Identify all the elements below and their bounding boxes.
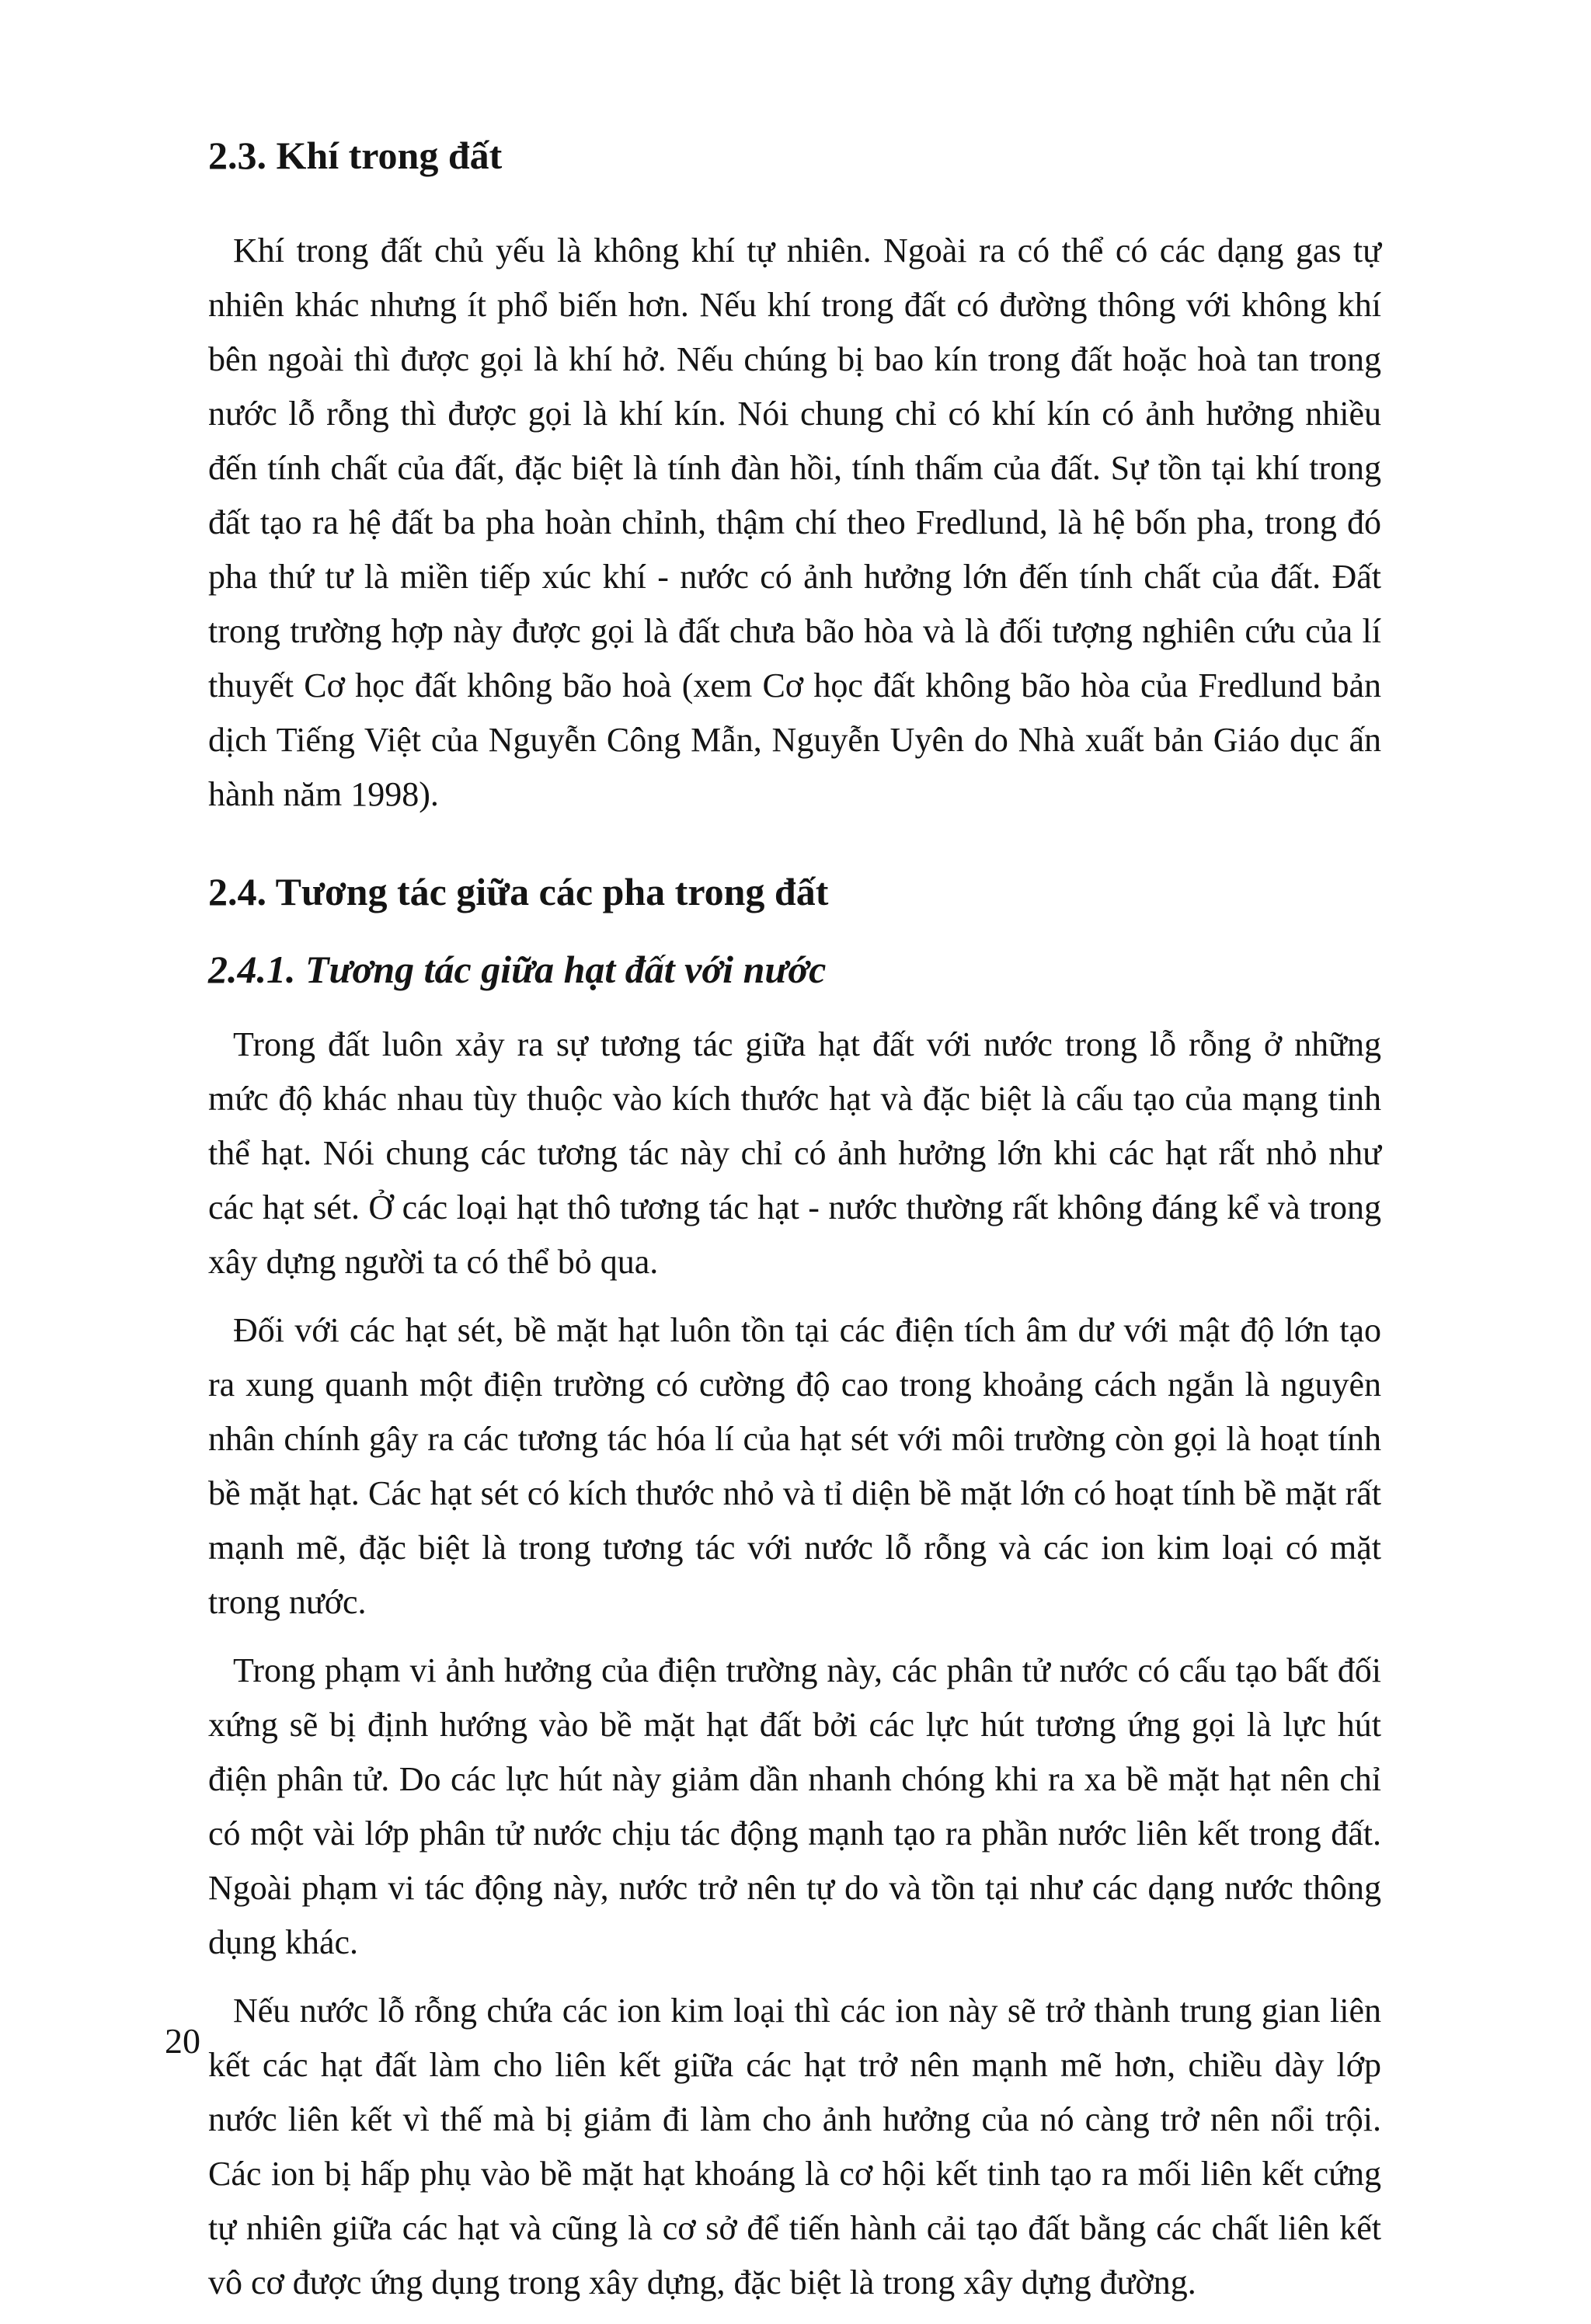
paragraph-dien-truong: Trong phạm vi ảnh hưởng của điện trường này, các phân tử nước có cấu tạo bất đối xứng sẽ bị định hướng vào bề mặt hạt đất bởi các lực hút tương ứng gọi là lực hút điện phân tử. Do các lực hút này giảm dần nhanh chóng khi ra xa bề mặt hạt nên chỉ có một vài lớp phân tử nước chịu tác động mạnh tạo ra phần nước liên kết trong đất. Ngoài phạm vi tác động này, nước trở nên tự do và tồn tại như các dạng nước thông dụng khác. [208, 1651, 1381, 1961]
paragraph-khi-trong-dat: Khí trong đất chủ yếu là không khí tự nhiên. Ngoài ra có thể có các dạng gas tự nhiên khác nhưng ít phổ biến hơn. Nếu khí trong đất có đường thông với không khí bên ngoài thì được gọi là khí hở. Nếu chúng bị bao kín trong đất hoặc hoà tan trong nước lỗ rỗng thì được gọi là khí kín. Nói chung chỉ có khí kín có ảnh hưởng nhiều đến tính chất của đất, đặc biệt là tính đàn hồi, tính thấm của đất. Sự tồn tại khí trong đất tạo ra hệ đất ba pha hoàn chỉnh, thậm chí theo Fredlund, là hệ bốn pha, trong đó pha thứ tư là miền tiếp xúc khí - nước có ảnh hưởng lớn đến tính chất của đất. Đất trong trường hợp này được gọi là đất chưa bão hòa và là đối tượng nghiên cứu của lí thuyết Cơ học đất không bão hoà (xem Cơ học đất không bão hòa của Fredlund bản dịch Tiếng Việt của Nguyễn Công Mẫn, Nguyễn Uyên do Nhà xuất bản Giáo dục ấn hành năm 1998). [208, 231, 1381, 813]
page-content [208, 117, 1381, 2324]
subsection-heading-2-4-1: 2.4.1. Tương tác giữa hạt đất với nước [208, 948, 827, 991]
paragraph-hat-set: Đối với các hạt sét, bề mặt hạt luôn tồn tại các điện tích âm dư với mật độ lớn tạo ra xung quanh một điện trường có cường độ cao trong khoảng cách ngắn là nguyên nhân chính gây ra các tương tác hóa lí của hạt sét với môi trường còn gọi là hoạt tính bề mặt hạt. Các hạt sét có kích thước nhỏ và tỉ diện bề mặt lớn có hoạt tính bề mặt rất mạnh mẽ, đặc biệt là trong tương tác với nước lỗ rỗng và các ion kim loại có mặt trong nước. [208, 1311, 1381, 1621]
paragraph-ion-kim-loai: Nếu nước lỗ rỗng chứa các ion kim loại thì các ion này sẽ trở thành trung gian liên kết các hạt đất làm cho liên kết giữa các hạt trở nên mạnh mẽ hơn, chiều dày lớp nước liên kết vì thế mà bị giảm đi làm cho ảnh hưởng của nó càng trở nên nổi trội. Các ion bị hấp phụ vào bề mặt hạt khoáng là cơ hội kết tinh tạo ra mối liên kết cứng tự nhiên giữa các hạt và cũng là cơ sở để tiến hành cải tạo đất bằng các chất liên kết vô cơ được ứng dụng trong xây dựng, đặc biệt là trong xây dựng đường. [208, 1992, 1381, 2301]
section-heading-2-3: 2.3. Khí trong đất [208, 134, 503, 177]
paragraph-tuong-tac-hat-nuoc: Trong đất luôn xảy ra sự tương tác giữa hạt đất với nước trong lỗ rỗng ở những mức độ khác nhau tùy thuộc vào kích thước hạt và đặc biệt là cấu tạo của mạng tinh thể hạt. Nói chung các tương tác này chỉ có ảnh hưởng lớn khi các hạt rất nhỏ như các hạt sét. Ở các loại hạt thô tương tác hạt - nước thường rất không đáng kể và trong xây dựng người ta có thể bỏ qua. [208, 1025, 1381, 1281]
page-number: 20 [165, 2021, 200, 2061]
section-heading-2-4: 2.4. Tương tác giữa các pha trong đất [208, 870, 829, 913]
